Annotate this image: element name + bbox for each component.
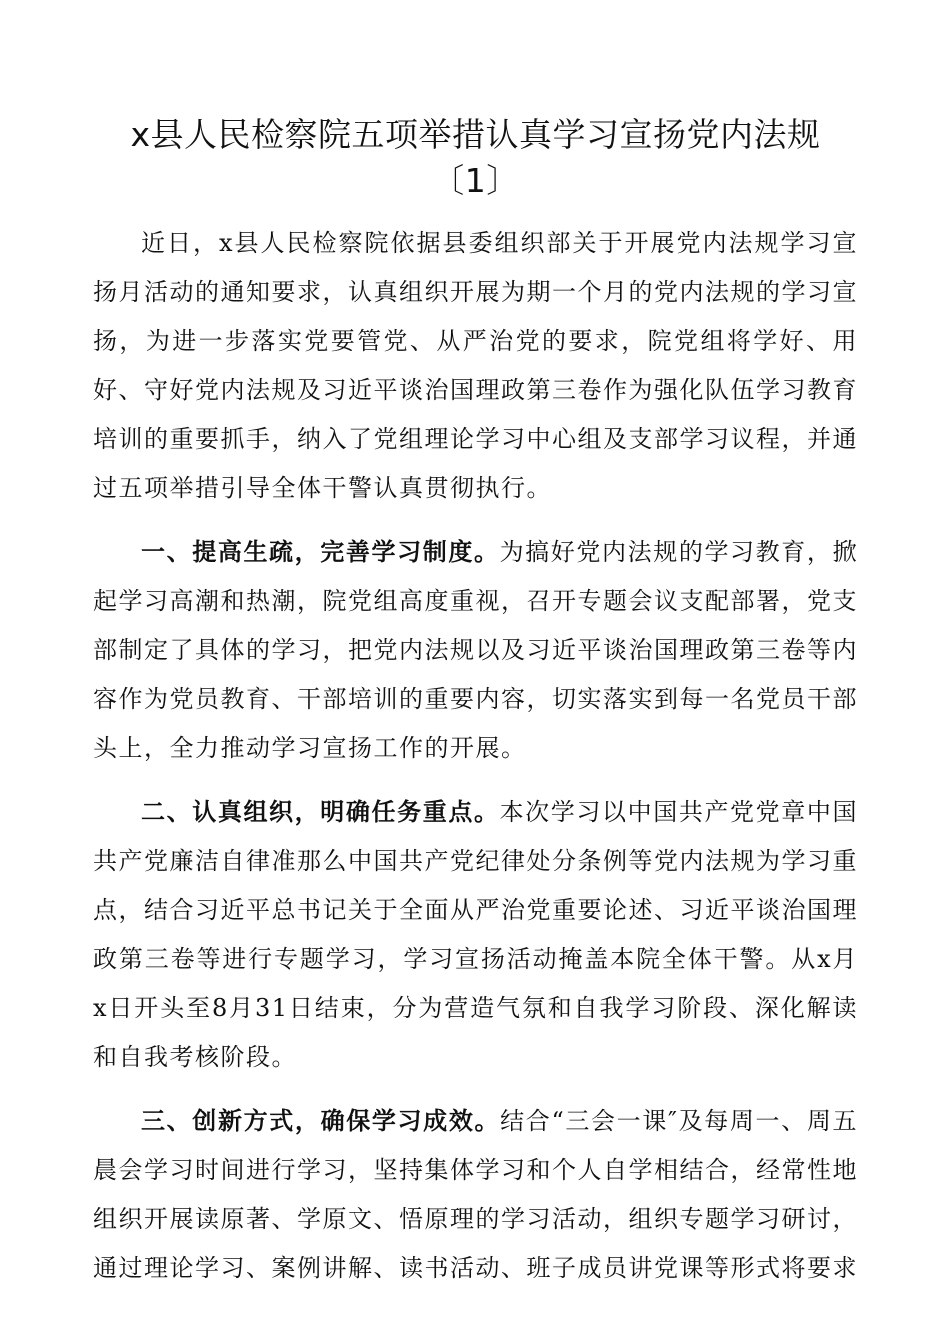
- paragraph-lead: 二、认真组织，明确任务重点。: [141, 797, 500, 826]
- title-line-1: x县人民检察院五项举措认真学习宣扬党内法规: [130, 115, 821, 154]
- paragraph-lead: 一、提高生疏，完善学习制度。: [141, 537, 500, 566]
- paragraph-text: 近日，x县人民检察院依据县委组织部关于开展党内法规学习宣扬月活动的通知要求，认真组织开展为期一个月的党内法规的学习宣扬，为进一步落实党要管党、从严治党的要求，院党组将学好、用好、守好党内法规及习近平谈治国理政第三卷作为强化队伍学习教育培训的重要抓手，纳入了党组理论学习中心组及支部学习议程，并通过五项举措引导全体干警认真贯彻执行。: [93, 229, 858, 502]
- paragraph-section-1: [93, 527, 858, 773]
- document-title: [93, 112, 858, 204]
- paragraph-text: 为搞好党内法规的学习教育，掀起学习高潮和热潮，院党组高度重视，召开专题会议支配部署，党支部制定了具体的学习，把党内法规以及习近平谈治国理政第三卷等内容作为党员教育、干部培训的重要内容，切实落实到每一名党员干部头上，全力推动学习宣扬工作的开展。: [93, 538, 859, 762]
- paragraph-text: 本次学习以中国共产党党章中国共产党廉洁自律准那么中国共产党纪律处分条例等党内法规为学习重点，结合习近平总书记关于全面从严治党重要论述、习近平谈治国理政第三卷等进行专题学习，学习宣扬活动掩盖本院全体干警。从x月x日开头至8月31日结束，分为营造气氛和自我学习阶段、深化解读和自我考核阶段。: [93, 798, 859, 1071]
- paragraph-section-2: [93, 787, 858, 1082]
- paragraph-section-3: [93, 1096, 858, 1293]
- title-line-2: 〔1〕: [431, 161, 520, 200]
- paragraph-lead: 三、创新方式，确保学习成效。: [141, 1106, 501, 1135]
- paragraph-intro: [93, 218, 858, 513]
- paragraph-text: 结合“三会一课″及每周一、周五晨会学习时间进行学习，坚持集体学习和个人自学相结合，经常性地组织开展读原著、学原文、悟原理的学习活动，组织专题学习研讨，通过理论学习、案例讲解、读书活动、班子成员讲党课等形式将要求: [93, 1107, 859, 1282]
- document-page: [93, 112, 858, 1307]
- document-body: [93, 218, 858, 1293]
